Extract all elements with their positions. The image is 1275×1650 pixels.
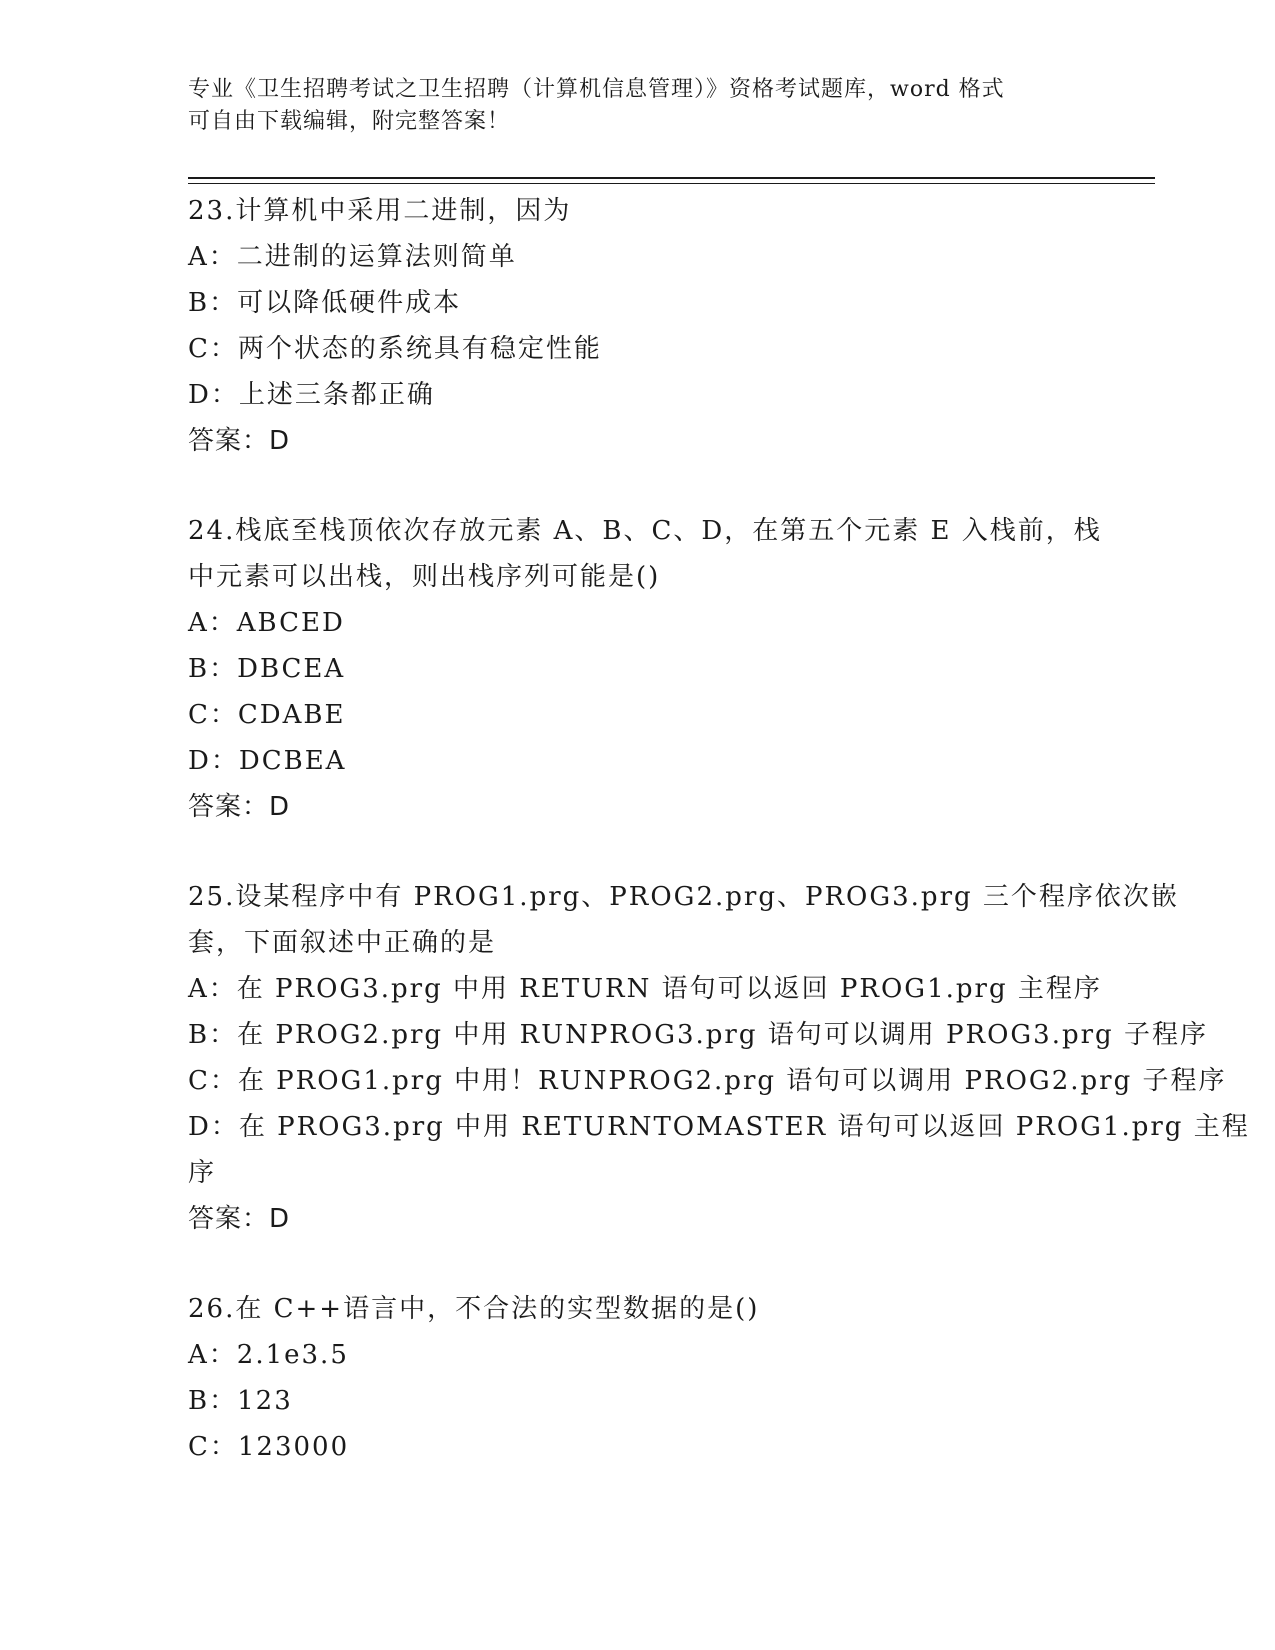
header-line-1: 专业《卫生招聘考试之卫生招聘（计算机信息管理）》资格考试题库，word 格式 xyxy=(188,77,1005,102)
option-d: D：上述三条都正确 xyxy=(188,380,435,410)
option-c: C：两个状态的系统具有稳定性能 xyxy=(188,334,602,364)
header-line-2: 可自由下载编辑，附完整答案！ xyxy=(188,109,511,134)
question-24 xyxy=(188,508,1102,830)
document-header xyxy=(188,74,1088,138)
answer-label: 答案：D xyxy=(188,792,291,822)
question-list xyxy=(188,188,1250,1514)
option-d: D：在 PROG3.prg 中用 RETURNTOMASTER 语句可以返回 PROG1.prg 主程 xyxy=(188,1112,1250,1142)
header-divider-thick xyxy=(188,177,1155,179)
question-stem-continued: 套，下面叙述中正确的是 xyxy=(188,928,497,958)
question-stem-continued: 中元素可以出栈，则出栈序列可能是() xyxy=(188,562,661,592)
question-25 xyxy=(188,874,1250,1242)
option-b: B：DBCEA xyxy=(188,654,346,684)
answer-label: 答案：D xyxy=(188,426,291,456)
question-26 xyxy=(188,1286,1088,1470)
header-divider-thin xyxy=(188,183,1155,184)
option-a: A：二进制的运算法则简单 xyxy=(188,242,517,272)
option-b: B：在 PROG2.prg 中用 RUNPROG3.prg 语句可以调用 PROG3.prg 子程序 xyxy=(188,1020,1208,1050)
option-c: C：在 PROG1.prg 中用！RUNPROG2.prg 语句可以调用 PROG2.prg 子程序 xyxy=(188,1066,1227,1096)
option-a: A：2.1e3.5 xyxy=(188,1340,349,1370)
question-stem: 26.在 C++语言中，不合法的实型数据的是() xyxy=(188,1294,760,1324)
option-a: A：在 PROG3.prg 中用 RETURN 语句可以返回 PROG1.prg 主程序 xyxy=(188,974,1102,1004)
option-d: D：DCBEA xyxy=(188,746,347,776)
option-c: C：CDABE xyxy=(188,700,346,730)
option-b: B：可以降低硬件成本 xyxy=(188,288,462,318)
option-a: A：ABCED xyxy=(188,608,345,638)
option-b: B：123 xyxy=(188,1386,293,1416)
question-23 xyxy=(188,188,1088,464)
question-stem: 25.设某程序中有 PROG1.prg、PROG2.prg、PROG3.prg 三个程序依次嵌 xyxy=(188,882,1179,912)
option-c: C：123000 xyxy=(188,1432,350,1462)
question-stem: 23.计算机中采用二进制，因为 xyxy=(188,196,572,226)
answer-label: 答案：D xyxy=(188,1204,291,1234)
question-stem: 24.栈底至栈顶依次存放元素 A、B、C、D，在第五个元素 E 入栈前，栈 xyxy=(188,516,1102,546)
option-d-continued: 序 xyxy=(188,1158,217,1188)
